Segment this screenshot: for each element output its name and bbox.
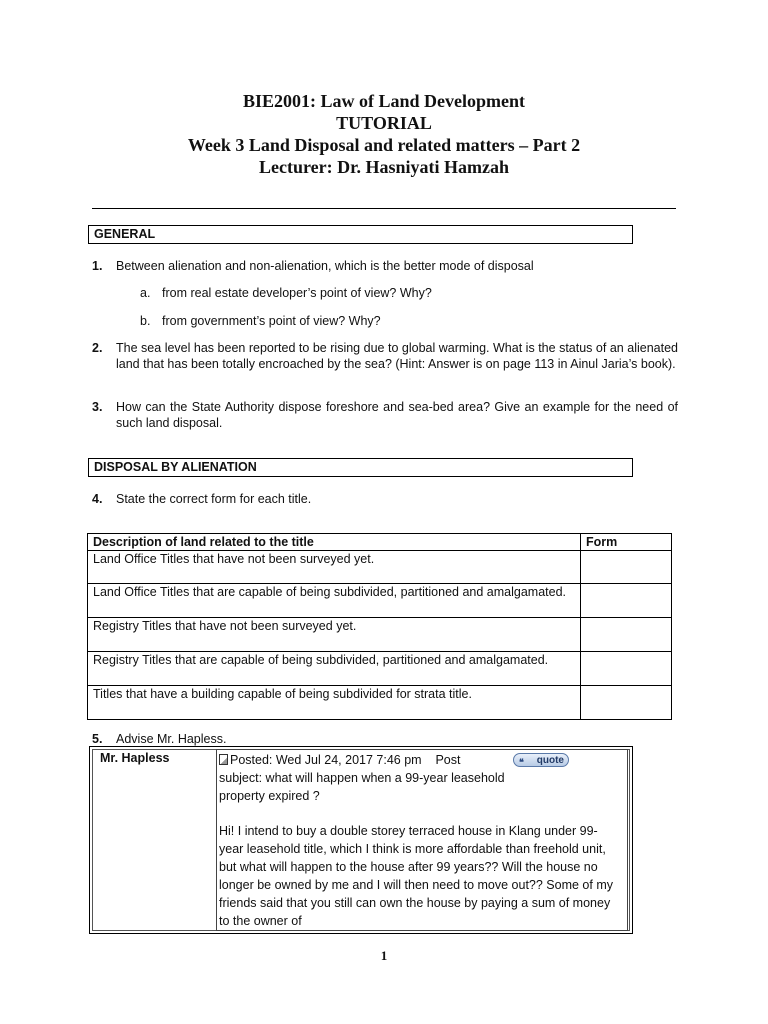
title-form-table <box>87 533 672 720</box>
question-text: Between alienation and non-alienation, which is the better mode of disposal <box>116 259 534 273</box>
post-label: Post <box>435 753 461 767</box>
subquestion-text: from government’s point of view? Why? <box>162 314 381 328</box>
question-text: The sea level has been reported to be rising due to global warming. What is the status of an alienated land that has been totally encroached by the sea? (Hint: Answer is on page 113 in Ainul Jaria’s book). <box>116 341 678 371</box>
subquestion-letter: b. <box>140 314 151 328</box>
question-text: State the correct form for each title. <box>116 492 312 506</box>
header-divider <box>92 208 676 209</box>
lecturer-name: Lecturer: Dr. Hasniyati Hamzah <box>259 157 509 177</box>
course-title: BIE2001: Law of Land Development <box>242 91 525 111</box>
post-document-icon <box>219 754 228 765</box>
question-number: 5. <box>92 732 103 746</box>
header-form: Form <box>581 534 672 551</box>
table-header-row <box>88 534 672 551</box>
question-number: 3. <box>92 400 103 414</box>
quote-button-label: quote <box>536 755 564 766</box>
post-content <box>216 749 628 931</box>
subquestion-b <box>140 313 381 329</box>
row-form-cell[interactable] <box>581 618 672 652</box>
table-row <box>88 551 672 584</box>
row-description: Land Office Titles that are capable of being subdivided, partitioned and amalgamated. <box>88 584 581 618</box>
table-row <box>88 618 672 652</box>
question-text: Advise Mr. Hapless. <box>116 732 227 746</box>
question-1 <box>92 258 678 274</box>
row-form-cell[interactable] <box>581 686 672 720</box>
subquestion-a <box>140 285 432 301</box>
row-form-cell[interactable] <box>581 551 672 584</box>
question-number: 4. <box>92 492 103 506</box>
table-row <box>88 652 672 686</box>
header-description: Description of land related to the title <box>88 534 581 551</box>
row-description: Land Office Titles that have not been surveyed yet. <box>88 551 581 584</box>
post-subject: subject: what will happen when a 99-year leasehold property expired ? <box>219 771 505 803</box>
question-number: 1. <box>92 259 103 273</box>
document-header <box>0 90 768 178</box>
week-title: Week 3 Land Disposal and related matters – Part 2 <box>187 135 581 155</box>
question-number: 2. <box>92 341 103 355</box>
row-description: Registry Titles that have not been surveyed yet. <box>88 618 581 652</box>
section-heading-alienation: DISPOSAL BY ALIENATION <box>88 458 633 477</box>
document-type: TUTORIAL <box>336 113 432 133</box>
speech-bubble-icon: ❝ <box>519 757 524 767</box>
question-4 <box>92 491 678 507</box>
post-meta <box>219 751 460 769</box>
question-3 <box>92 399 678 431</box>
forum-post-box <box>89 746 633 934</box>
subquestion-letter: a. <box>140 286 151 300</box>
question-2 <box>92 340 678 372</box>
subquestion-text: from real estate developer’s point of view? Why? <box>162 286 432 300</box>
table-row <box>88 686 672 720</box>
post-author: Mr. Hapless <box>100 751 170 765</box>
section-heading-general: GENERAL <box>88 225 633 244</box>
row-description: Registry Titles that are capable of being subdivided, partitioned and amalgamated. <box>88 652 581 686</box>
row-form-cell[interactable] <box>581 652 672 686</box>
post-body: Hi! I intend to buy a double storey terraced house in Klang under 99-year leasehold title, which I think is more affordable than freehold unit, but what will happen to the house after 99 years?? Will the house no longer be owned by me and I will then need to move out?? Some of my friends said that you still can own the house by paying a sum of money to the owner of <box>219 824 613 928</box>
question-5 <box>92 731 678 747</box>
table-row <box>88 584 672 618</box>
row-description: Titles that have a building capable of being subdivided for strata title. <box>88 686 581 720</box>
quote-button[interactable] <box>513 753 569 767</box>
row-form-cell[interactable] <box>581 584 672 618</box>
question-text: How can the State Authority dispose foreshore and sea-bed area? Give an example for the need of such land disposal. <box>116 400 678 430</box>
page-number: 1 <box>380 948 388 963</box>
post-date: Posted: Wed Jul 24, 2017 7:46 pm <box>230 753 422 767</box>
